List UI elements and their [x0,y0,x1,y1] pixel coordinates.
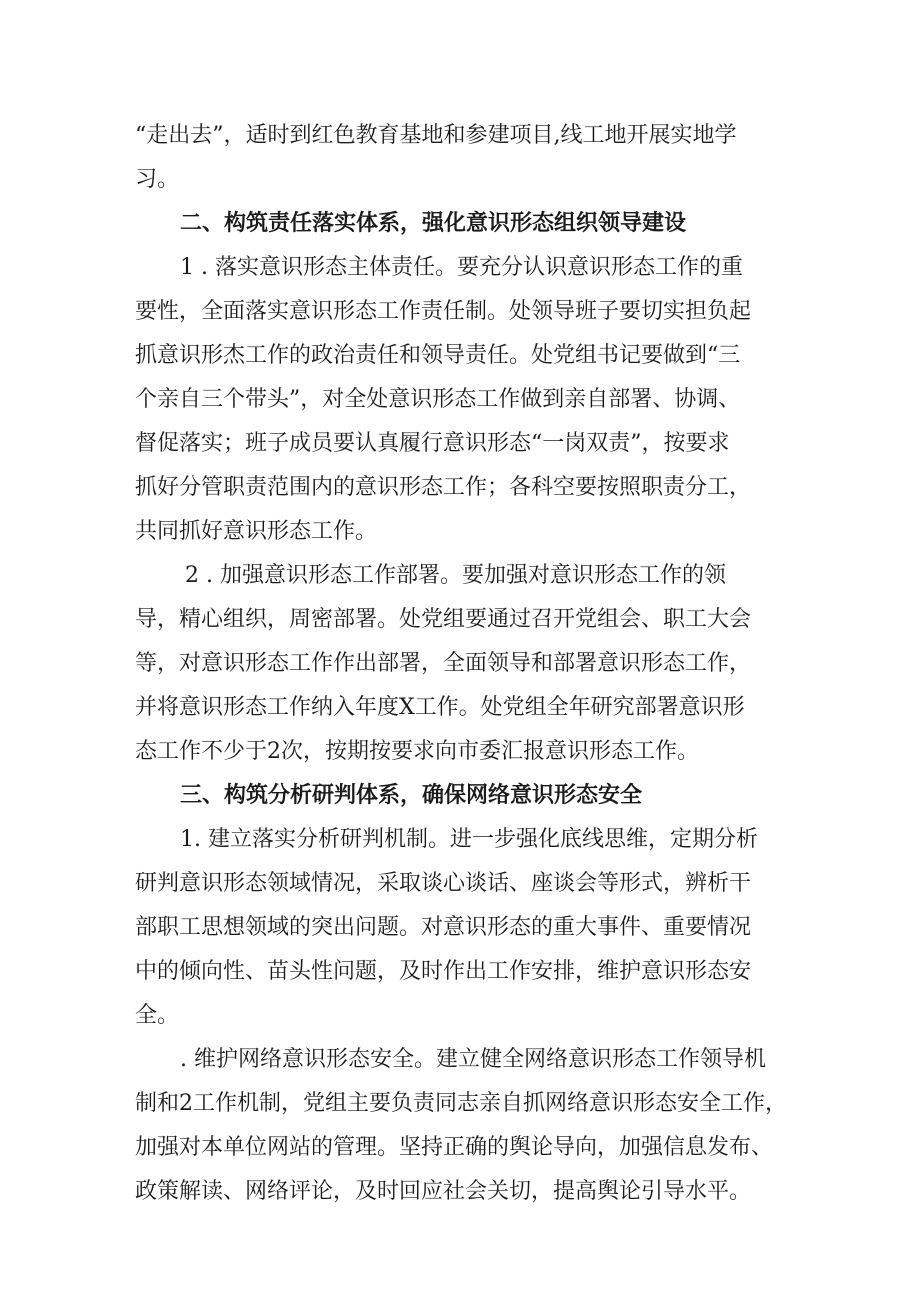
paragraph-line: 加强对本单位网站的管理。坚持正确的舆论导向，加强信息发布、 [135,1135,774,1160]
paragraph-line: 共同抓好意识形态工作。 [135,519,378,544]
section-heading: 三、构筑分析研判体系，确保网络意识形态安全 [180,783,643,808]
paragraph-line: 个亲自三个带头”，对全处意识形态工作做到亲自部署、协调、 [135,387,741,412]
paragraph-line: 抓好分管职责范围内的意识形态工作；各科空要按照职责分工， [135,475,752,500]
paragraph-line: 1 . 落实意识形态主体责任。要充分认识意识形态工作的重 [180,255,743,280]
paragraph-line: 部职工思想领域的突出问题。对意识形态的重大事件、重要情况 [135,915,752,940]
paragraph-line: 抓意识形杰工作的政治责任和领导责任。处党组书记要做到“三 [135,343,741,368]
paragraph-line: . 维护网络意识形态安全。建立健全网络意识形态工作领导机 [180,1047,766,1072]
paragraph-line: 2 . 加强意识形态工作部署。要加强对意识形态工作的领 [185,563,726,588]
paragraph-line: 等，对意识形态工作作出部署，全面领导和部署意识形态工作， [135,651,752,676]
paragraph-line: 政策解读、网络评论，及时回应社会关切，提高舆论引导水平。 [135,1179,752,1204]
paragraph-line: 习。 [135,167,180,192]
paragraph-line: 1. 建立落实分析研判机制。进一步强化底线思维，定期分析 [180,827,758,852]
paragraph-line: 全。 [135,1003,180,1028]
paragraph-line: 要性，全面落实意识形态工作责任制。处领导班子要切实担负起 [135,299,752,324]
paragraph-line: 中的倾向性、苗头性问题，及时作出工作安排，维护意识形态安 [135,959,752,984]
paragraph-line: 态工作不少于2次，按期按要求向市委汇报意识形态工作。 [135,739,699,764]
paragraph-line: 督促落实；班子成员要认真履行意识形态“一岗双责”，按要求 [135,431,730,456]
paragraph-line: “走出去”，适时到红色教育基地和参建项目,线工地开展实地学 [135,123,737,148]
section-heading: 二、构筑责任落实体系，强化意识形态组织领导建设 [180,211,687,236]
paragraph-line: 导，精心组织，周密部署。处党组要通过召开党组会、职工大会 [135,607,752,632]
paragraph-line: 并将意识形态工作纳入年度X工作。处党组全年研究部署意识形 [135,695,745,720]
paragraph-line: 制和2工作机制，党组主要负责同志亲自抓网络意识形态安全工作， [135,1091,787,1116]
paragraph-line: 研判意识形态领域情况，采取谈心谈话、座谈会等形式，辨析干 [135,871,752,896]
